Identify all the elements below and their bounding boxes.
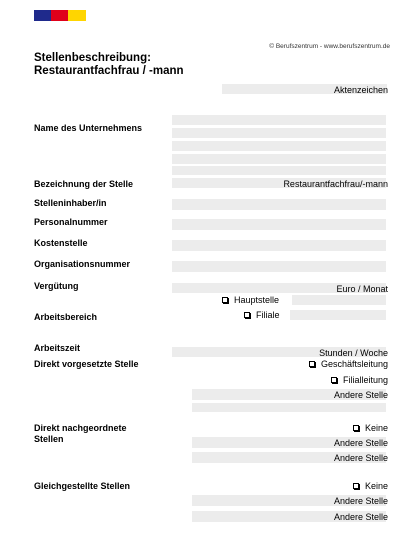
label-kostenstelle: Kostenstelle (34, 238, 88, 248)
filiale-field[interactable] (290, 310, 386, 320)
bezeichnung-value: Restaurantfachfrau/-mann (283, 179, 388, 189)
label-nachgeordnete-2: Stellen (34, 434, 64, 444)
brand-square-yellow (68, 10, 86, 21)
label-nachgeordnete-1: Direkt nachgeordnete (34, 423, 127, 433)
filialleitung-checkbox[interactable] (331, 377, 337, 383)
personalnummer-field[interactable] (172, 219, 386, 230)
gleichgestellte-keine-label: Keine (364, 481, 388, 491)
vorgesetzte-andere-label: Andere Stelle (333, 390, 388, 400)
nachgeordnete-keine-checkbox[interactable] (353, 425, 359, 431)
aktenzeichen-label: Aktenzeichen (333, 85, 388, 95)
filialleitung-option[interactable] (331, 375, 388, 385)
filiale-label: Filiale (256, 310, 280, 320)
organisationsnummer-field[interactable] (172, 261, 386, 272)
verguetung-unit: Euro / Monat (336, 284, 388, 294)
nachgeordnete-andere-label-1: Andere Stelle (333, 438, 388, 448)
arbeitszeit-unit: Stunden / Woche (319, 348, 388, 358)
kostenstelle-field[interactable] (172, 240, 386, 251)
hauptstelle-option[interactable] (222, 295, 279, 305)
geschaeftsleitung-option[interactable] (309, 359, 388, 369)
unternehmen-field-4[interactable] (172, 154, 386, 164)
hauptstelle-label: Hauptstelle (234, 295, 280, 305)
label-personalnummer: Personalnummer (34, 217, 108, 227)
vorgesetzte-andere-field-2[interactable] (192, 403, 386, 412)
gleichgestellte-andere-label-2: Andere Stelle (333, 512, 388, 522)
nachgeordnete-keine-option[interactable] (353, 423, 388, 433)
unternehmen-field-1[interactable] (172, 115, 386, 125)
filialleitung-label: Filialleitung (342, 375, 388, 385)
label-gleichgestellte: Gleichgestellte Stellen (34, 481, 131, 491)
label-vorgesetzte: Direkt vorgesetzte Stelle (34, 359, 139, 369)
geschaeftsleitung-label: Geschäftsleitung (320, 359, 388, 369)
inhaber-field[interactable] (172, 199, 386, 210)
hauptstelle-checkbox[interactable] (222, 297, 228, 303)
hauptstelle-field[interactable] (292, 295, 386, 305)
page-title: Stellenbeschreibung: Restaurantfachfrau / -mann (34, 52, 184, 77)
label-bezeichnung: Bezeichnung der Stelle (34, 179, 134, 189)
brand-square-red (51, 10, 69, 21)
gleichgestellte-keine-option[interactable] (353, 481, 388, 491)
gleichgestellte-keine-checkbox[interactable] (353, 483, 359, 489)
filiale-option[interactable] (244, 310, 280, 320)
geschaeftsleitung-checkbox[interactable] (309, 361, 315, 367)
label-organisationsnummer: Organisationsnummer (34, 259, 131, 269)
nachgeordnete-andere-label-2: Andere Stelle (333, 453, 388, 463)
brand-square-blue (34, 10, 52, 21)
nachgeordnete-keine-label: Keine (364, 423, 388, 433)
unternehmen-field-5[interactable] (172, 166, 386, 175)
unternehmen-field-3[interactable] (172, 141, 386, 151)
copyright-text: © Berufszentrum - www.berufszentrum.de (269, 43, 390, 50)
label-inhaber: Stelleninhaber/in (34, 198, 107, 208)
gleichgestellte-andere-label-1: Andere Stelle (333, 496, 388, 506)
label-unternehmen: Name des Unternehmens (34, 123, 143, 133)
label-arbeitsbereich: Arbeitsbereich (34, 312, 98, 322)
unternehmen-field-2[interactable] (172, 128, 386, 138)
label-verguetung: Vergütung (34, 281, 79, 291)
filiale-checkbox[interactable] (244, 312, 250, 318)
label-arbeitszeit: Arbeitszeit (34, 343, 81, 353)
